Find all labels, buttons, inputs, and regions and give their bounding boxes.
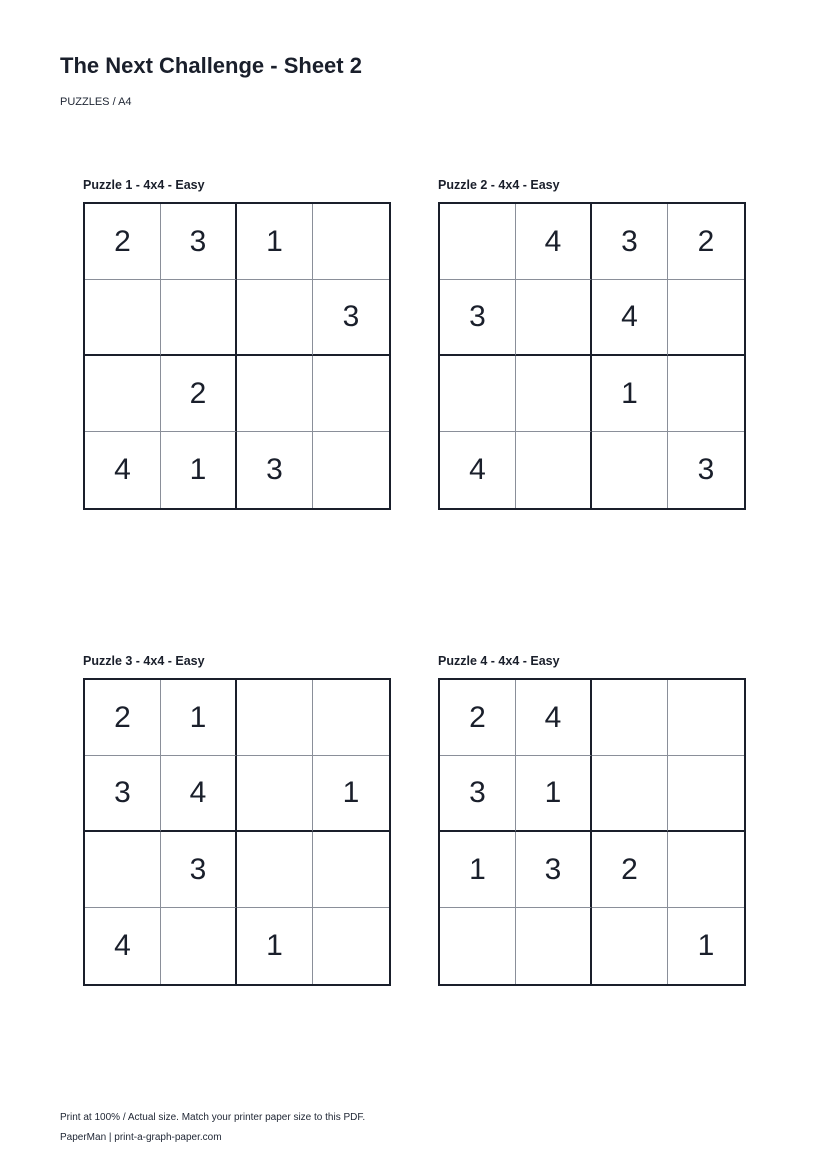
grid-cell: 1 [516, 756, 592, 832]
sudoku-grid [438, 678, 746, 986]
grid-cell: 3 [697, 453, 715, 486]
puzzle-label: Puzzle 2 - 4x4 - Easy [438, 178, 560, 192]
grid-cell: 2 [161, 356, 237, 432]
grid-cell [85, 280, 161, 356]
grid-cell: 1 [440, 832, 516, 908]
grid-cell: 1 [313, 756, 389, 832]
grid-cell [313, 432, 389, 508]
footer-credit: PaperMan | print-a-graph-paper.com [60, 1132, 222, 1143]
grid-cell: 3 [161, 832, 237, 908]
sudoku-grid [83, 202, 391, 510]
grid-cell [668, 756, 744, 832]
grid-cell: 2 [668, 204, 744, 280]
grid-cell: 3 [85, 756, 161, 832]
page-subtitle: PUZZLES / A4 [60, 96, 132, 108]
grid-cell: 2 [85, 680, 161, 756]
grid-cell: 1 [592, 356, 668, 432]
grid-cell: 2 [592, 832, 668, 908]
grid-cell: 1 [237, 908, 313, 984]
page-title: The Next Challenge - Sheet 2 [60, 53, 362, 78]
grid-cell [668, 356, 744, 432]
grid-cell: 3 [516, 832, 592, 908]
grid-cell [161, 908, 237, 984]
grid-cell: 3 [161, 204, 237, 280]
grid-cell [668, 280, 744, 356]
grid-cell [516, 280, 592, 356]
grid-cell [668, 832, 744, 908]
grid-cell: 4 [516, 204, 592, 280]
grid-cell: 4 [85, 908, 161, 984]
puzzle-label: Puzzle 3 - 4x4 - Easy [83, 654, 205, 668]
grid-cell [313, 356, 389, 432]
sudoku-grid [83, 678, 391, 986]
grid-cell: 4 [592, 280, 668, 356]
grid-cell [313, 680, 389, 756]
grid-cell [592, 756, 668, 832]
grid-cell: 1 [697, 929, 715, 962]
grid-cell [592, 680, 668, 756]
grid-cell [516, 432, 592, 508]
grid-cell: 4 [440, 432, 516, 508]
grid-cell: 2 [440, 680, 516, 756]
grid-cell [592, 432, 668, 508]
grid-cell: 3 [313, 280, 389, 356]
grid-cell: 4 [85, 432, 161, 508]
grid-cell: 2 [85, 204, 161, 280]
grid-cell [237, 756, 313, 832]
grid-cell: 4 [516, 680, 592, 756]
sudoku-grid [438, 202, 746, 510]
grid-cell [440, 356, 516, 432]
grid-cell [313, 908, 389, 984]
grid-cell [85, 832, 161, 908]
grid-cell [313, 832, 389, 908]
grid-cell [516, 356, 592, 432]
grid-cell [668, 680, 744, 756]
grid-cell: 1 [237, 204, 313, 280]
grid-cell [440, 908, 516, 984]
grid-cell [161, 280, 237, 356]
grid-cell: 1 [161, 680, 237, 756]
print-note: Print at 100% / Actual size. Match your printer paper size to this PDF. [60, 1112, 366, 1123]
grid-cell: 3 [440, 756, 516, 832]
puzzle-label: Puzzle 1 - 4x4 - Easy [83, 178, 205, 192]
grid-cell [237, 680, 313, 756]
grid-cell: 3 [592, 204, 668, 280]
puzzle-label: Puzzle 4 - 4x4 - Easy [438, 654, 560, 668]
grid-cell [237, 832, 313, 908]
grid-cell: 3 [440, 280, 516, 356]
grid-cell [440, 204, 516, 280]
grid-cell [237, 356, 313, 432]
grid-cell [313, 204, 389, 280]
grid-cell: 1 [161, 432, 237, 508]
grid-cell [237, 280, 313, 356]
grid-cell [516, 908, 592, 984]
grid-cell [592, 908, 668, 984]
grid-cell: 4 [161, 756, 237, 832]
grid-cell: 3 [237, 432, 313, 508]
grid-cell [85, 356, 161, 432]
